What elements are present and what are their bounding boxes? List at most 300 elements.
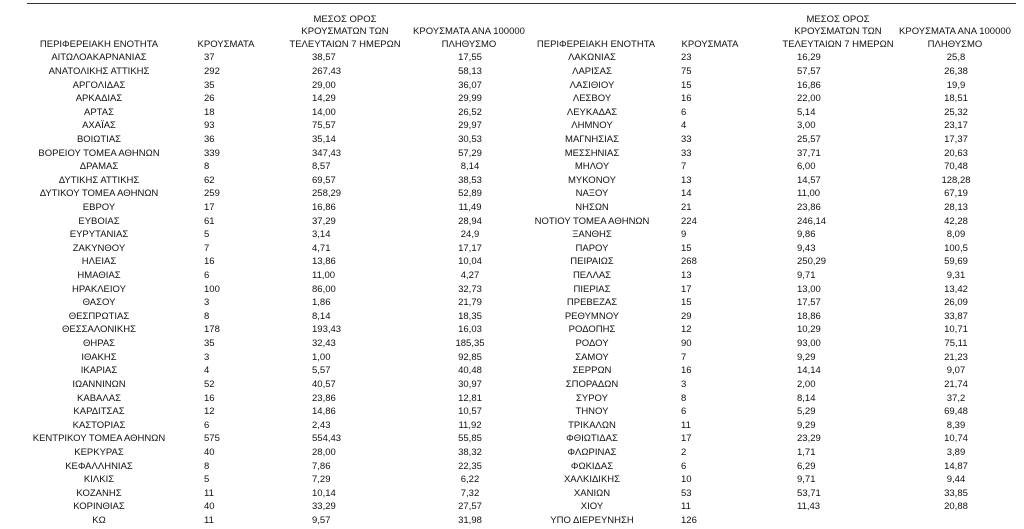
table-row (530, 106, 1008, 120)
avg-7day-cell: 250,29 (797, 256, 827, 268)
avg-7day-cell: 9,86 (797, 229, 816, 241)
table-row (530, 51, 1008, 65)
cases-cell: 40 (204, 501, 215, 513)
region-cell: ΞΑΝΘΗΣ (572, 229, 612, 241)
table-row (25, 228, 529, 242)
left-header-region (40, 39, 158, 51)
per-100k-cell: 128,28 (941, 174, 971, 186)
cases-cell: 15 (681, 79, 692, 91)
region-cell: ΚΕΝΤΡΙΚΟΥ ΤΟΜΕΑ ΑΘΗΝΩΝ (32, 433, 166, 445)
cases-cell: 339 (204, 147, 220, 159)
cases-cell: 126 (681, 515, 697, 527)
avg-7day-cell: 2,43 (312, 419, 331, 431)
cases-cell: 292 (204, 65, 220, 77)
cases-cell: 52 (204, 378, 215, 390)
region-cell: ΧΑΝΙΩΝ (573, 487, 611, 499)
region-cell: ΑΡΚΑΔΙΑΣ (75, 93, 123, 105)
avg-7day-cell (770, 514, 904, 528)
cases-cell: 12 (681, 324, 692, 336)
region-cell: ΖΑΚΥΝΘΟΥ (72, 242, 126, 254)
avg-7day-cell: 14,57 (797, 174, 821, 186)
avg-7day-cell: 25,57 (797, 133, 821, 145)
avg-7day-cell: 18,86 (797, 310, 821, 322)
region-cell: ΚΟΖΑΝΗΣ (76, 487, 122, 499)
per-100k-cell: 92,85 (458, 351, 482, 363)
per-100k-cell: 3,89 (946, 446, 966, 458)
region-cell: ΔΡΑΜΑΣ (79, 161, 119, 173)
table-row (25, 242, 529, 256)
table-row (25, 405, 529, 419)
cases-cell: 23 (681, 52, 692, 64)
avg-7day-cell: 29,00 (312, 79, 336, 91)
top-border-line (27, 3, 1016, 4)
per-100k-cell: 9,07 (946, 365, 966, 377)
cases-cell: 8 (204, 460, 210, 472)
region-cell: ΘΑΣΟΥ (82, 297, 116, 309)
region-cell: ΚΑΡΔΙΤΣΑΣ (73, 406, 125, 418)
avg-7day-cell: 10,14 (312, 487, 336, 499)
region-cell: ΣΠΟΡΑΔΩΝ (565, 378, 619, 390)
avg-7day-cell: 13,00 (797, 283, 821, 295)
cases-cell: 7 (681, 351, 687, 363)
table-row (25, 119, 529, 133)
cases-cell: 75 (681, 65, 692, 77)
per-100k-cell: 21,74 (944, 378, 968, 390)
avg-7day-cell: 22,00 (797, 93, 821, 105)
per-100k-cell: 59,69 (944, 256, 968, 268)
per-100k-cell: 38,32 (458, 446, 482, 458)
avg-7day-cell: 28,00 (312, 446, 336, 458)
region-cell: ΙΘΑΚΗΣ (81, 351, 117, 363)
table-row (25, 133, 529, 147)
region-cell: ΝΑΞΟΥ (575, 188, 609, 200)
per-100k-cell: 17,37 (944, 133, 968, 145)
table-row (25, 255, 529, 269)
per-100k-cell: 20,63 (944, 147, 968, 159)
table-row (25, 174, 529, 188)
cases-cell: 3 (681, 378, 687, 390)
table-row (25, 79, 529, 93)
cases-cell: 33 (681, 133, 692, 145)
per-100k-cell: 6,22 (460, 474, 480, 486)
cases-cell: 2 (681, 446, 687, 458)
avg-7day-cell: 33,29 (312, 501, 336, 513)
cases-cell: 37 (204, 52, 215, 64)
region-cell: ΠΑΡΟΥ (575, 242, 609, 254)
table-row (25, 201, 529, 215)
region-cell: ΜΕΣΣΗΝΙΑΣ (564, 147, 620, 159)
region-cell: ΕΥΒΟΙΑΣ (78, 215, 120, 227)
header-line: ΚΡΟΥΣΜΑΤΩΝ ΤΩΝ (301, 26, 389, 38)
avg-7day-cell: 5,29 (797, 406, 816, 418)
per-100k-cell: 52,89 (458, 188, 482, 200)
avg-7day-cell: 16,86 (312, 202, 336, 213)
region-cell: ΛΕΣΒΟΥ (572, 93, 612, 105)
header-line: ΚΡΟΥΣΜΑΤΑ (197, 38, 255, 50)
table-row (530, 500, 1008, 514)
per-100k-cell: 185,35 (455, 338, 485, 350)
cases-cell: 15 (681, 242, 692, 254)
avg-7day-cell: 6,00 (797, 161, 816, 173)
per-100k-cell: 29,99 (458, 93, 482, 105)
cases-cell: 13 (681, 174, 692, 186)
region-cell: ΚΕΦΑΛΛΗΝΙΑΣ (65, 460, 133, 472)
cases-cell: 17 (204, 202, 215, 213)
per-100k-cell: 10,04 (458, 256, 482, 268)
per-100k-cell: 20,88 (944, 501, 968, 513)
cases-cell: 16 (681, 93, 692, 105)
table-row (530, 228, 1008, 242)
left-header-avg-7day (289, 14, 400, 51)
per-100k-cell: 19,9 (946, 79, 966, 91)
avg-7day-cell: 246,14 (797, 215, 827, 227)
avg-7day-cell: 23,86 (312, 392, 336, 404)
avg-7day-cell: 193,43 (312, 324, 342, 336)
region-cell: ΘΗΡΑΣ (82, 338, 116, 350)
avg-7day-cell: 8,57 (312, 161, 331, 173)
table-row (25, 160, 529, 174)
region-cell: ΗΡΑΚΛΕΙΟΥ (72, 283, 126, 295)
table-row (25, 283, 529, 297)
per-100k-cell: 30,97 (458, 378, 482, 390)
avg-7day-cell: 9,71 (797, 270, 816, 282)
avg-7day-cell: 37,71 (797, 147, 821, 159)
table-row (530, 160, 1008, 174)
header-line: ΚΡΟΥΣΜΑΤΩΝ ΤΩΝ (794, 26, 882, 38)
cases-cell: 17 (681, 433, 692, 445)
cases-cell: 8 (204, 310, 210, 322)
avg-7day-cell: 23,86 (797, 202, 821, 213)
header-line: ΤΕΛΕΥΤΑΙΩΝ 7 ΗΜΕΡΩΝ (289, 38, 401, 50)
cases-cell: 40 (204, 446, 215, 458)
header-line: ΠΛΗΘΥΣΜΟ (927, 38, 983, 50)
per-100k-cell: 17,55 (458, 52, 482, 64)
table-row (25, 473, 529, 487)
per-100k-cell: 27,57 (458, 501, 482, 513)
avg-7day-cell: 14,29 (312, 93, 336, 105)
table-row (530, 405, 1008, 419)
per-100k-cell: 25,8 (946, 52, 966, 64)
table-row (25, 51, 529, 65)
avg-7day-cell: 1,86 (312, 297, 331, 309)
region-cell: ΙΚΑΡΙΑΣ (80, 365, 118, 377)
per-100k-cell: 9,44 (946, 474, 966, 486)
avg-7day-cell: 7,29 (312, 474, 331, 486)
region-cell: ΑΝΑΤΟΛΙΚΗΣ ΑΤΤΙΚΗΣ (48, 65, 150, 77)
cases-cell: 268 (681, 256, 697, 268)
cases-cell: 4 (204, 365, 210, 377)
region-cell: ΠΡΕΒΕΖΑΣ (566, 297, 618, 309)
table-row (530, 514, 1008, 528)
per-100k-cell: 36,07 (458, 79, 482, 91)
avg-7day-cell: 7,86 (312, 460, 331, 472)
avg-7day-cell: 8,14 (312, 310, 331, 322)
per-100k-cell: 28,94 (458, 215, 482, 227)
cases-cell: 6 (681, 406, 687, 418)
right-header-cases (682, 39, 739, 51)
per-100k-cell: 33,87 (944, 310, 968, 322)
avg-7day-cell: 11,00 (797, 188, 821, 200)
table-row (25, 296, 529, 310)
per-100k-cell: 38,53 (458, 174, 482, 186)
right-table-body (530, 51, 1008, 527)
header-line: ΤΕΛΕΥΤΑΙΩΝ 7 ΗΜΕΡΩΝ (782, 38, 894, 50)
avg-7day-cell: 75,57 (312, 120, 336, 132)
region-cell: ΛΑΚΩΝΙΑΣ (568, 52, 616, 64)
region-cell: ΣΕΡΡΩΝ (572, 365, 612, 377)
cases-cell: 11 (681, 501, 691, 513)
per-100k-cell: 30,53 (458, 133, 482, 145)
table-row (25, 337, 529, 351)
header-line: ΜΕΣΟΣ ΟΡΟΣ (313, 13, 377, 25)
right-header-region (537, 39, 655, 51)
cases-cell: 36 (204, 133, 215, 145)
table-row (530, 65, 1008, 79)
left-header-per-100k (413, 26, 525, 51)
table-row (25, 432, 529, 446)
avg-7day-cell: 23,29 (797, 433, 821, 445)
table-row (530, 392, 1008, 406)
table-row (530, 147, 1008, 161)
per-100k-cell: 4,27 (460, 270, 480, 282)
per-100k-cell: 13,42 (944, 283, 968, 295)
table-row (530, 79, 1008, 93)
per-100k-cell: 58,13 (458, 65, 482, 77)
region-cell: ΙΩΑΝΝΙΝΩΝ (72, 378, 126, 390)
cases-cell: 11 (204, 487, 214, 499)
cases-cell: 12 (204, 406, 215, 418)
cases-cell: 224 (681, 215, 697, 227)
avg-7day-cell: 57,57 (797, 65, 821, 77)
table-row (530, 378, 1008, 392)
per-100k-cell: 14,87 (944, 460, 968, 472)
region-cell: ΚΑΣΤΟΡΙΑΣ (72, 419, 126, 431)
avg-7day-cell: 9,57 (312, 515, 331, 527)
per-100k-cell: 26,52 (458, 106, 482, 118)
avg-7day-cell: 5,57 (312, 365, 331, 377)
table-row (25, 323, 529, 337)
per-100k-cell: 12,81 (458, 392, 482, 404)
avg-7day-cell: 93,00 (797, 338, 821, 350)
table-row (25, 446, 529, 460)
region-cell: ΗΛΕΙΑΣ (81, 256, 117, 268)
cases-cell: 18 (204, 106, 215, 118)
cases-cell: 5 (204, 474, 210, 486)
per-100k-cell: 18,51 (944, 93, 968, 105)
region-cell: ΔΥΤΙΚΟΥ ΤΟΜΕΑ ΑΘΗΝΩΝ (39, 188, 159, 200)
cases-cell: 35 (204, 79, 215, 91)
table-row (530, 432, 1008, 446)
cases-cell: 4 (681, 120, 687, 132)
per-100k-cell: 24,9 (460, 229, 480, 241)
region-cell: ΜΥΚΟΝΟΥ (568, 174, 616, 186)
region-cell: ΚΟΡΙΝΘΙΑΣ (73, 501, 125, 513)
table-row (530, 283, 1008, 297)
region-cell: ΠΕΙΡΑΙΩΣ (570, 256, 614, 268)
avg-7day-cell: 14,00 (312, 106, 336, 118)
region-cell: ΔΥΤΙΚΗΣ ΑΤΤΙΚΗΣ (58, 174, 140, 186)
cases-cell: 5 (204, 229, 210, 241)
avg-7day-cell: 14,86 (312, 406, 336, 418)
region-cell: ΑΡΤΑΣ (84, 106, 114, 118)
region-cell: ΑΙΤΩΛΟΑΚΑΡΝΑΝΙΑΣ (51, 52, 147, 64)
cases-cell: 16 (204, 256, 215, 268)
per-100k-cell: 28,13 (944, 202, 968, 213)
avg-7day-cell: 347,43 (312, 147, 342, 159)
region-cell: ΡΕΘΥΜΝΟΥ (564, 310, 620, 322)
per-100k-cell (904, 514, 1008, 528)
region-cell: ΑΡΓΟΛΙΔΑΣ (72, 79, 126, 91)
per-100k-cell: 26,38 (944, 65, 968, 77)
per-100k-cell: 33,85 (944, 487, 968, 499)
region-cell: ΤΗΝΟΥ (575, 406, 609, 418)
region-cell: ΦΩΚΙΔΑΣ (570, 460, 614, 472)
per-100k-cell: 42,28 (944, 215, 968, 227)
avg-7day-cell: 1,00 (312, 351, 331, 363)
cases-cell: 53 (681, 487, 692, 499)
table-row (530, 174, 1008, 188)
region-cell: ΣΥΡΟΥ (576, 392, 608, 404)
cases-cell: 6 (681, 106, 687, 118)
per-100k-cell: 70,48 (944, 161, 968, 173)
avg-7day-cell: 17,57 (797, 297, 821, 309)
region-cell: ΘΕΣΣΑΛΟΝΙΚΗΣ (62, 324, 136, 336)
header-line: ΜΕΣΟΣ ΟΡΟΣ (806, 13, 870, 25)
table-row (25, 65, 529, 79)
table-row (530, 460, 1008, 474)
per-100k-cell: 26,09 (944, 297, 968, 309)
avg-7day-cell: 3,14 (312, 229, 331, 241)
region-cell: ΒΟΡΕΙΟΥ ΤΟΜΕΑ ΑΘΗΝΩΝ (38, 147, 160, 159)
per-100k-cell: 10,71 (944, 324, 968, 336)
avg-7day-cell: 3,00 (797, 120, 816, 132)
per-100k-cell: 18,35 (458, 310, 482, 322)
header-line: ΚΡΟΥΣΜΑΤΑ (681, 38, 739, 50)
region-cell: ΛΕΥΚΑΔΑΣ (566, 106, 618, 118)
per-100k-cell: 100,5 (944, 242, 968, 254)
per-100k-cell: 67,19 (944, 188, 968, 200)
cases-cell: 8 (204, 161, 210, 173)
cases-cell: 17 (681, 283, 692, 295)
per-100k-cell: 21,23 (944, 351, 968, 363)
cases-cell: 6 (204, 419, 210, 431)
avg-7day-cell: 37,29 (312, 215, 336, 227)
region-cell: ΣΑΜΟΥ (575, 351, 609, 363)
table-row (530, 119, 1008, 133)
cases-cell: 90 (681, 338, 692, 350)
right-header-avg-7day (782, 14, 893, 51)
cases-cell: 62 (204, 174, 215, 186)
cases-cell: 26 (204, 93, 215, 105)
region-cell: ΜΗΛΟΥ (574, 161, 610, 173)
cases-cell: 7 (681, 161, 687, 173)
avg-7day-cell: 6,29 (797, 460, 816, 472)
table-row (25, 147, 529, 161)
region-cell: ΚΙΛΚΙΣ (83, 474, 115, 486)
avg-7day-cell: 5,14 (797, 106, 816, 118)
avg-7day-cell: 13,86 (312, 256, 336, 268)
region-cell: ΤΡΙΚΑΛΩΝ (568, 419, 616, 431)
region-cell: ΛΑΣΙΘΙΟΥ (569, 79, 615, 91)
cases-cell: 15 (681, 297, 692, 309)
region-cell: ΛΑΡΙΣΑΣ (572, 65, 612, 77)
per-100k-cell: 8,14 (460, 161, 480, 173)
cases-cell: 8 (681, 392, 687, 404)
table-row (530, 337, 1008, 351)
table-row (530, 487, 1008, 501)
cases-cell: 33 (681, 147, 692, 159)
header-line: ΚΡΟΥΣΜΑΤΑ ΑΝΑ 100000 (413, 26, 525, 38)
region-cell: ΚΑΒΑΛΑΣ (77, 392, 121, 404)
per-100k-cell: 55,85 (458, 433, 482, 445)
table-row (25, 187, 529, 201)
cases-cell: 9 (681, 229, 687, 241)
avg-7day-cell: 2,00 (797, 378, 816, 390)
cases-cell: 7 (204, 242, 210, 254)
region-cell: ΚΩ (92, 515, 106, 527)
avg-7day-cell: 38,57 (312, 52, 336, 64)
table-row (530, 133, 1008, 147)
per-100k-cell: 29,97 (458, 120, 482, 132)
table-row (530, 187, 1008, 201)
per-100k-cell: 7,32 (460, 487, 480, 499)
per-100k-cell: 31,98 (458, 515, 482, 527)
table-row (530, 351, 1008, 365)
header-line: ΠΕΡΙΦΕΡΕΙΑΚΗ ΕΝΟΤΗΤΑ (536, 38, 656, 50)
region-cell: ΕΥΡΥΤΑΝΙΑΣ (69, 229, 129, 241)
region-cell: ΜΑΓΝΗΣΙΑΣ (565, 133, 619, 145)
region-cell: ΡΟΔΟΠΗΣ (568, 324, 616, 336)
cases-cell: 93 (204, 120, 215, 132)
avg-7day-cell: 69,57 (312, 174, 336, 186)
cases-cell: 259 (204, 188, 220, 200)
region-cell: ΦΘΙΩΤΙΔΑΣ (566, 433, 618, 445)
table-row (530, 296, 1008, 310)
cases-cell: 10 (681, 474, 692, 486)
avg-7day-cell: 16,86 (797, 79, 821, 91)
cases-cell: 13 (681, 270, 692, 282)
table-row (530, 446, 1008, 460)
cases-cell: 3 (204, 297, 210, 309)
table-row (530, 323, 1008, 337)
table-row (530, 269, 1008, 283)
avg-7day-cell: 4,71 (312, 242, 331, 254)
cases-cell: 61 (204, 215, 215, 227)
avg-7day-cell: 86,00 (312, 283, 336, 295)
table-row (25, 500, 529, 514)
avg-7day-cell: 32,43 (312, 338, 336, 350)
avg-7day-cell: 16,29 (797, 52, 821, 64)
header-line: ΠΕΡΙΦΕΡΕΙΑΚΗ ΕΝΟΤΗΤΑ (39, 38, 159, 50)
table-row (25, 106, 529, 120)
cases-cell: 21 (681, 202, 692, 213)
avg-7day-cell: 9,43 (797, 242, 816, 254)
region-cell: ΝΟΤΙΟΥ ΤΟΜΕΑ ΑΘΗΝΩΝ (534, 215, 650, 227)
region-cell: ΛΗΜΝΟΥ (571, 120, 613, 132)
header-line: ΠΛΗΘΥΣΜΟ (441, 38, 497, 50)
region-cell: ΝΗΣΩΝ (575, 202, 609, 213)
region-cell: ΗΜΑΘΙΑΣ (77, 270, 121, 282)
table-row (530, 255, 1008, 269)
region-cell: ΒΟΙΩΤΙΑΣ (76, 133, 122, 145)
avg-7day-cell: 40,57 (312, 378, 336, 390)
region-cell: ΧΑΛΚΙΔΙΚΗΣ (563, 474, 621, 486)
per-100k-cell: 17,17 (458, 242, 482, 254)
avg-7day-cell: 35,14 (312, 133, 336, 145)
table-row (530, 419, 1008, 433)
per-100k-cell: 9,31 (946, 270, 966, 282)
region-cell: ΑΧΑΪΑΣ (82, 120, 116, 132)
